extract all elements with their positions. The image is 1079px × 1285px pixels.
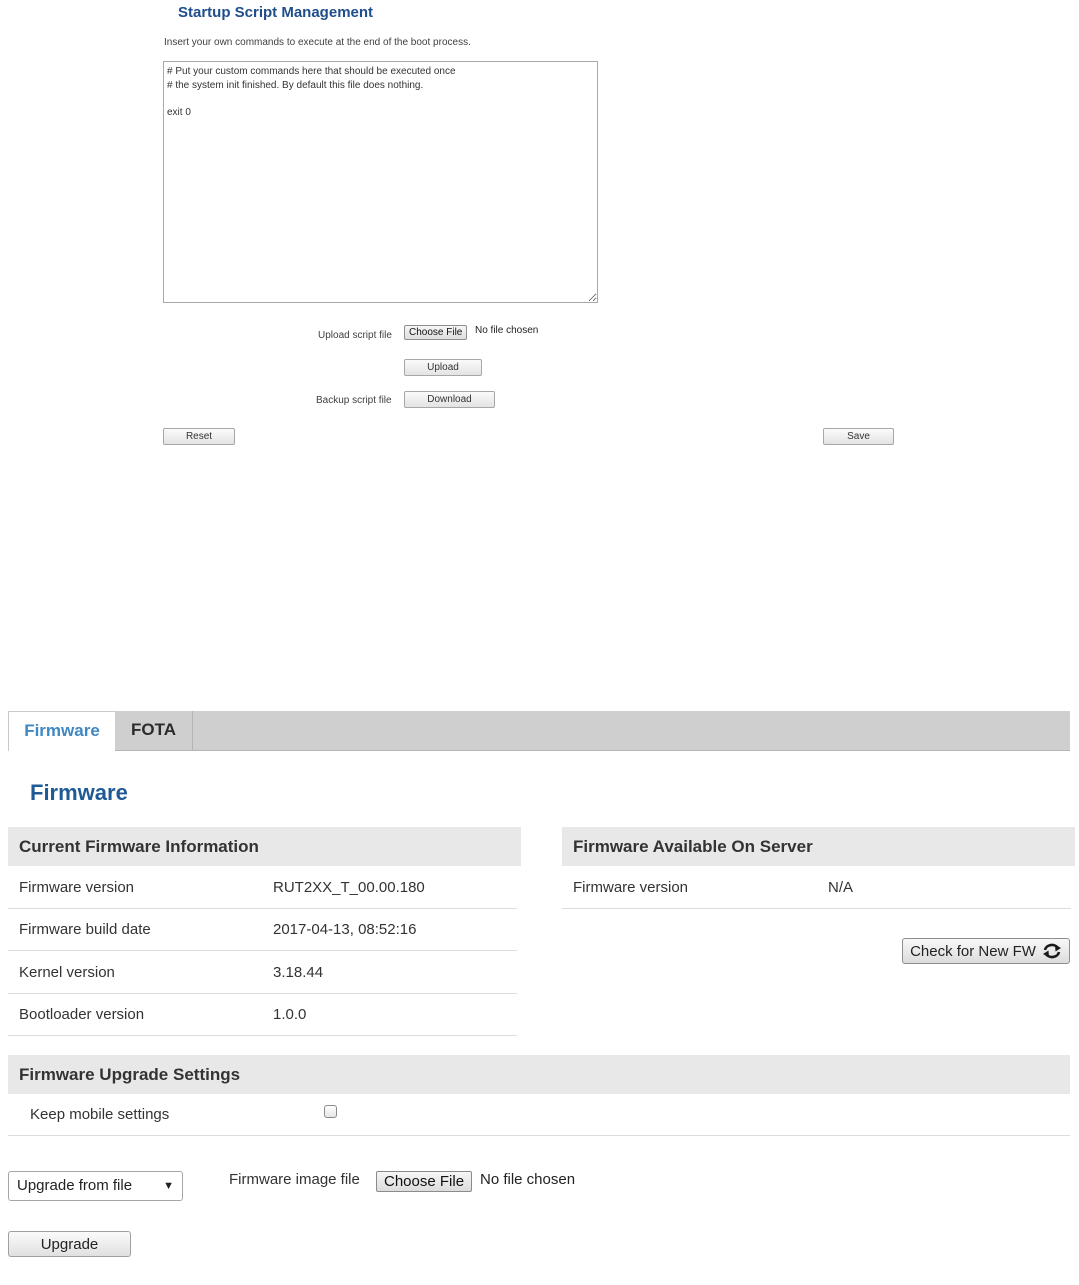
keep-mobile-checkbox[interactable] bbox=[324, 1105, 337, 1118]
firmware-image-label: Firmware image file bbox=[229, 1171, 360, 1188]
startup-script-textarea[interactable] bbox=[163, 61, 598, 303]
kernel-version-value: 3.18.44 bbox=[273, 964, 324, 981]
firmware-no-file-text: No file chosen bbox=[480, 1171, 576, 1188]
choose-script-file-button[interactable]: Choose File bbox=[404, 325, 467, 340]
bootloader-version-key: Bootloader version bbox=[19, 1006, 145, 1023]
bootloader-version-value: 1.0.0 bbox=[273, 1006, 307, 1023]
current-firmware-header: Current Firmware Information bbox=[8, 827, 521, 866]
download-script-button[interactable]: Download bbox=[404, 391, 495, 408]
startup-script-title: Startup Script Management bbox=[178, 4, 374, 21]
server-firmware-version-value: N/A bbox=[828, 879, 854, 896]
keep-mobile-label: Keep mobile settings bbox=[30, 1106, 170, 1123]
dropdown-arrow-icon: ▼ bbox=[163, 1180, 174, 1192]
table-row bbox=[8, 994, 517, 1036]
upgrade-settings-header: Firmware Upgrade Settings bbox=[8, 1055, 1070, 1094]
table-row bbox=[8, 909, 517, 951]
upgrade-source-value: Upgrade from file bbox=[17, 1177, 133, 1194]
firmware-version-value: RUT2XX_T_00.00.180 bbox=[273, 879, 425, 896]
build-date-key: Firmware build date bbox=[19, 921, 151, 938]
backup-script-label: Backup script file bbox=[316, 395, 392, 406]
upgrade-source-select[interactable] bbox=[8, 1171, 183, 1201]
upload-script-label: Upload script file bbox=[318, 330, 392, 341]
firmware-version-key: Firmware version bbox=[19, 879, 135, 896]
upload-script-button[interactable]: Upload bbox=[404, 359, 482, 376]
server-firmware-version-key: Firmware version bbox=[573, 879, 689, 896]
tab-fota[interactable]: FOTA bbox=[115, 711, 193, 750]
tab-bar bbox=[8, 711, 1070, 751]
save-button[interactable]: Save bbox=[823, 428, 894, 445]
tab-firmware[interactable]: Firmware bbox=[8, 711, 115, 751]
script-no-file-text: No file chosen bbox=[475, 325, 539, 336]
check-new-fw-button[interactable] bbox=[902, 938, 1070, 964]
build-date-value: 2017-04-13, 08:52:16 bbox=[273, 921, 417, 938]
keep-mobile-row bbox=[8, 1094, 1070, 1136]
choose-firmware-file-button[interactable]: Choose File bbox=[376, 1171, 472, 1192]
table-row bbox=[8, 867, 517, 909]
kernel-version-key: Kernel version bbox=[19, 964, 115, 981]
refresh-icon bbox=[1042, 943, 1062, 959]
table-row bbox=[8, 952, 517, 994]
reset-button[interactable]: Reset bbox=[163, 428, 235, 445]
server-firmware-header: Firmware Available On Server bbox=[562, 827, 1075, 866]
page-title: Firmware bbox=[30, 780, 128, 805]
table-row bbox=[562, 867, 1071, 909]
upgrade-button[interactable]: Upgrade bbox=[8, 1231, 131, 1257]
check-new-fw-label: Check for New FW bbox=[910, 942, 1036, 960]
startup-script-description: Insert your own commands to execute at the end of the boot process. bbox=[164, 37, 471, 48]
